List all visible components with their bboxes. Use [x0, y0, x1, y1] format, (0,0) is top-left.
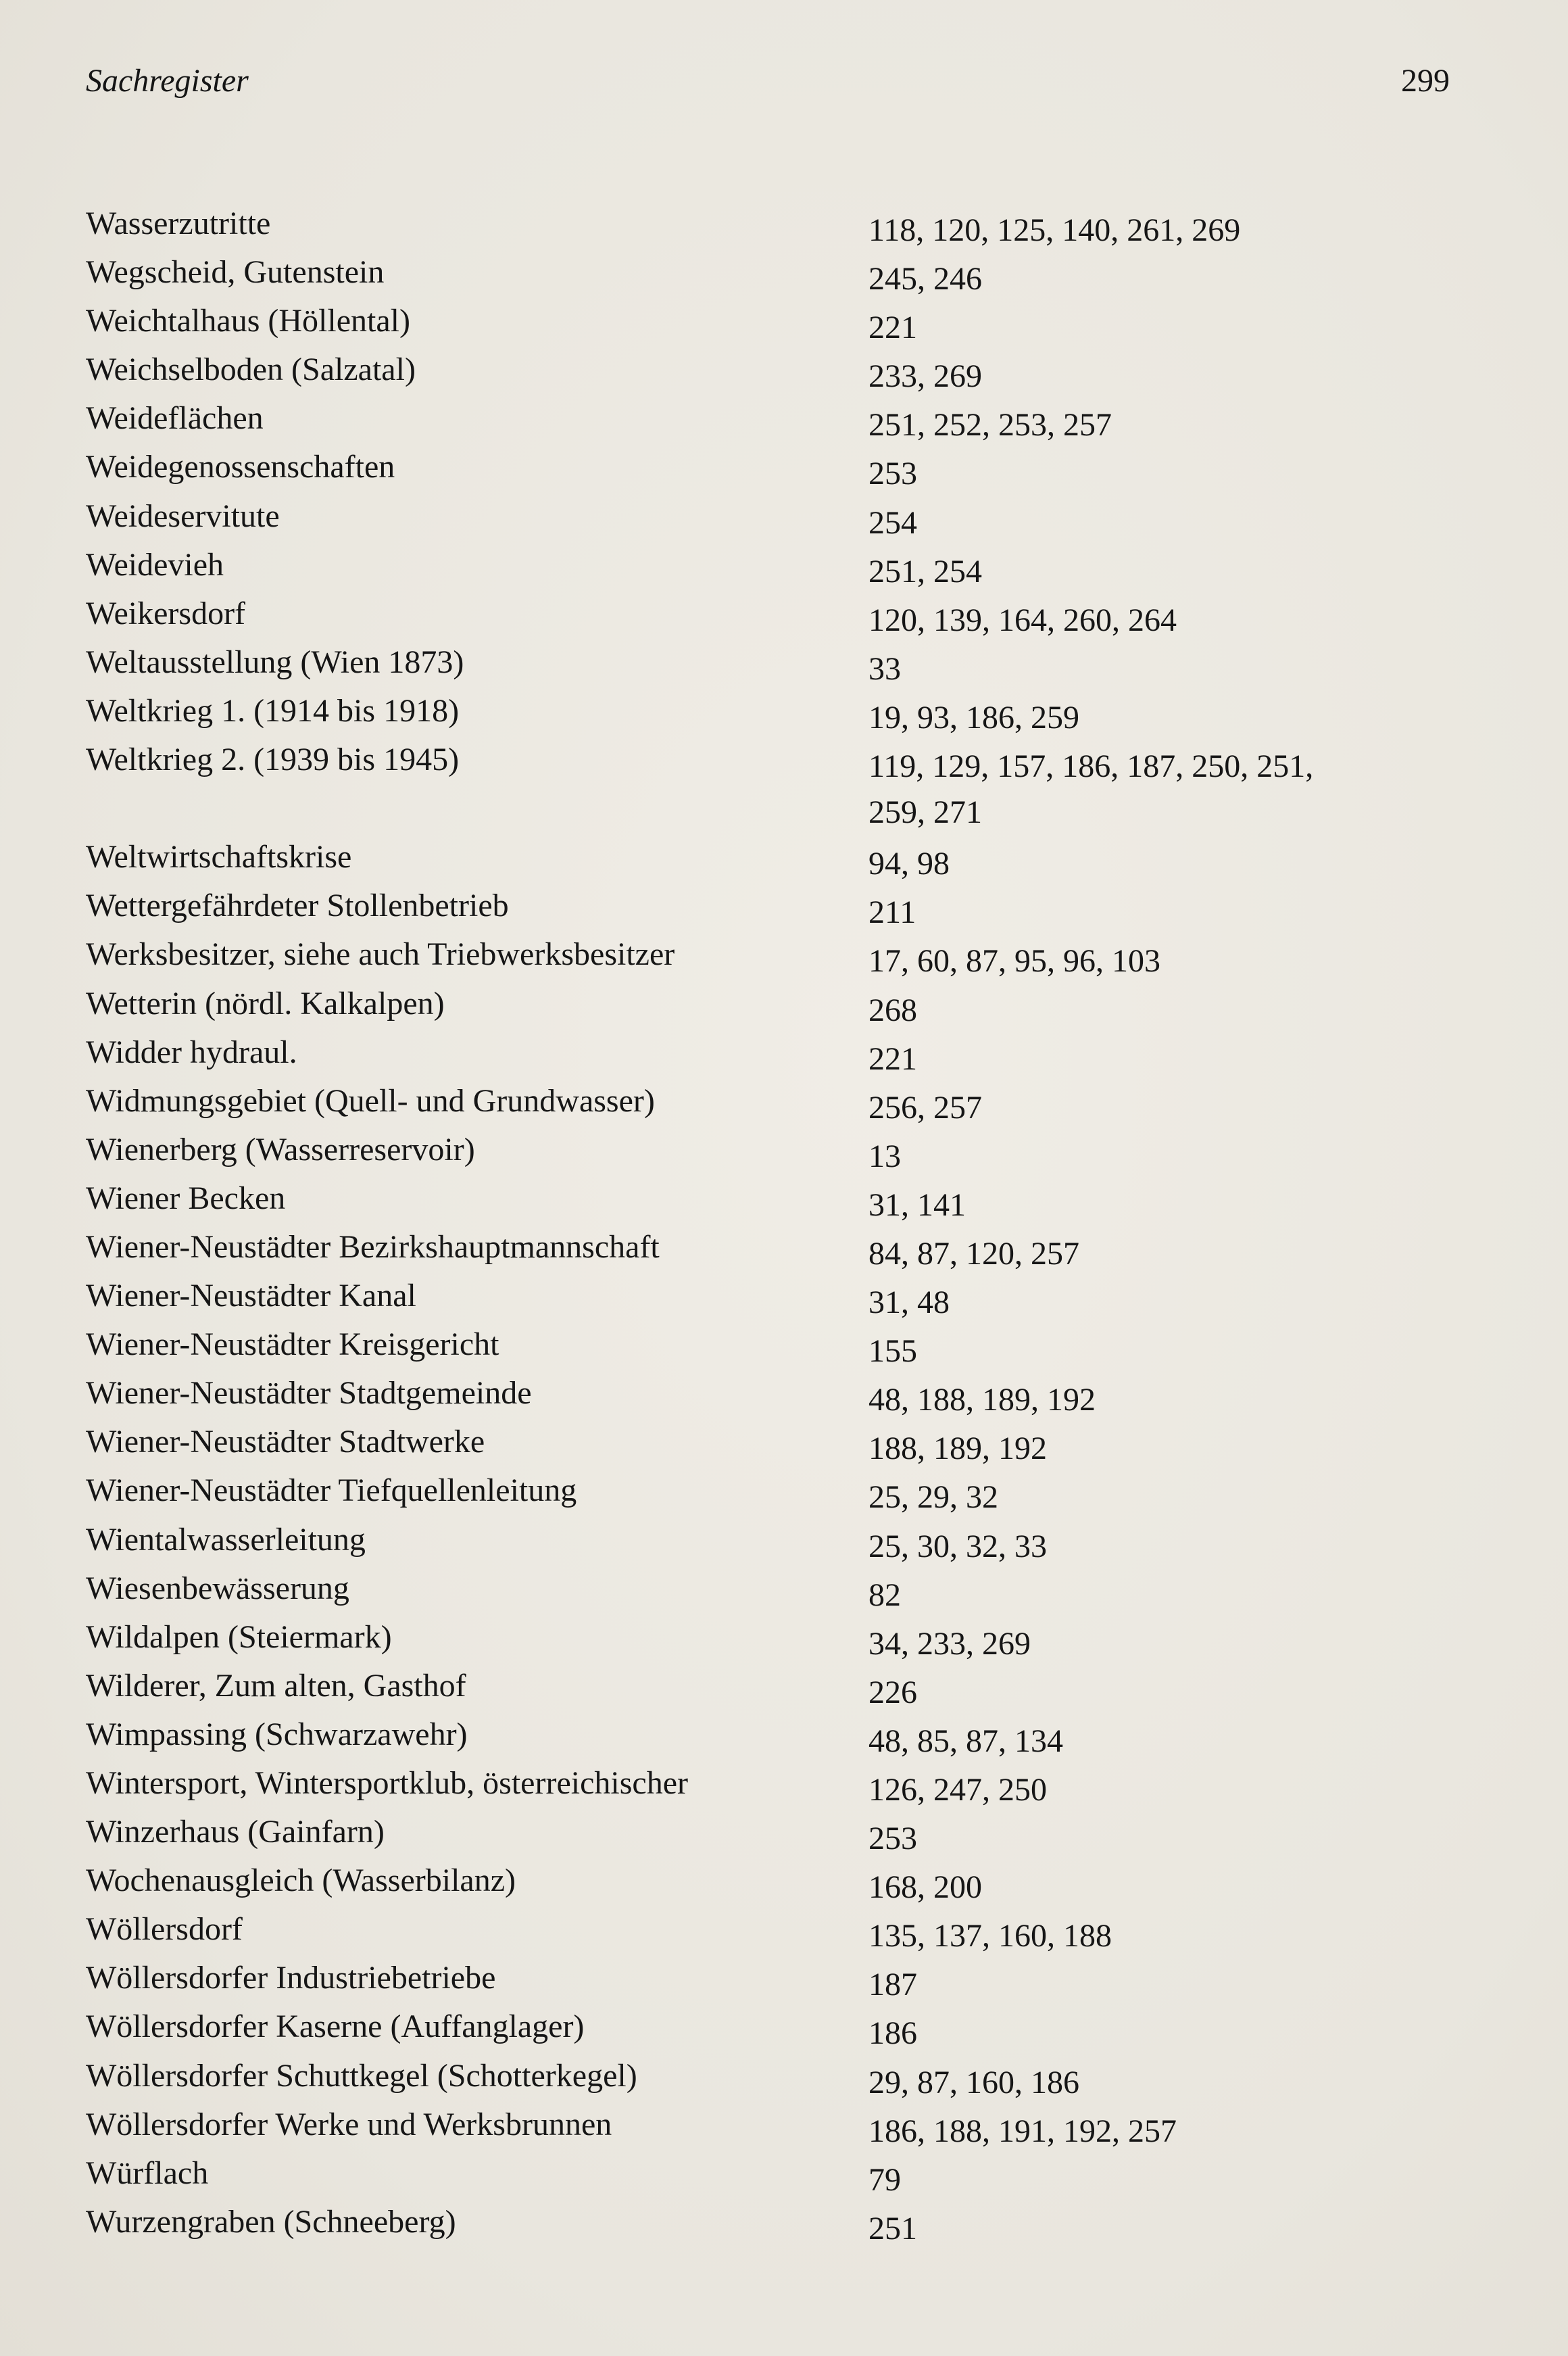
- index-page-refs: 17, 60, 87, 95, 96, 103: [868, 943, 1160, 980]
- index-entry: [86, 345, 1471, 394]
- index-entry: [86, 1369, 1471, 1418]
- index-term: Wettergefährdeter Stollenbetrieb: [86, 888, 509, 924]
- index-page-refs: 25, 29, 32: [868, 1479, 998, 1516]
- index-page-refs: 186: [868, 2015, 917, 2052]
- index-page-refs: 226: [868, 1674, 917, 1710]
- index-page-refs: 245, 246: [868, 261, 982, 297]
- index-entry: [86, 2052, 1471, 2100]
- index-entry: [86, 394, 1471, 443]
- index-page-refs: 31, 48: [868, 1284, 950, 1321]
- index-page-refs: 34, 233, 269: [868, 1625, 1031, 1662]
- index-term: Wiener Becken: [86, 1180, 286, 1216]
- index-entry: [86, 687, 1471, 736]
- index-term: Wiener-Neustädter Stadtgemeinde: [86, 1375, 532, 1412]
- index-entry: [86, 541, 1471, 590]
- index-entry: [86, 2002, 1471, 2051]
- index-term: Weichselboden (Salzatal): [86, 352, 416, 388]
- index-entry: [86, 833, 1471, 882]
- index-page-refs: 187: [868, 1967, 917, 2003]
- index-term: Weideservitute: [86, 498, 280, 534]
- index-term: Wildalpen (Steiermark): [86, 1618, 392, 1655]
- index-term: Wöllersdorfer Industriebetriebe: [86, 1960, 496, 1996]
- index-page-refs: 29, 87, 160, 186: [868, 2064, 1079, 2100]
- index-entry: [86, 1564, 1471, 1613]
- index-page-refs: 48, 188, 189, 192: [868, 1382, 1096, 1418]
- index-term: Wiesenbewässerung: [86, 1570, 349, 1606]
- index-entry: [86, 1808, 1471, 1856]
- index-page-refs: 251: [868, 2210, 917, 2246]
- index-entry: [86, 1710, 1471, 1759]
- index-entry: [86, 1320, 1471, 1369]
- index-page-refs: 268: [868, 992, 917, 1028]
- index-term: Weltwirtschaftskrise: [86, 839, 352, 875]
- index-entry: [86, 1759, 1471, 1808]
- index-term: Weichtalhaus (Höllental): [86, 303, 410, 339]
- index-page-refs: 251, 252, 253, 257: [868, 407, 1112, 443]
- index-page-refs: 186, 188, 191, 192, 257: [868, 2113, 1177, 2149]
- index-term: Wiener-Neustädter Bezirkshauptmannschaft: [86, 1228, 660, 1265]
- index-term: Widder hydraul.: [86, 1034, 297, 1070]
- index-term: Weltkrieg 2. (1939 bis 1945): [86, 742, 460, 778]
- index-entry: [86, 1905, 1471, 1954]
- index-page-refs: 19, 93, 186, 259: [868, 699, 1079, 736]
- index-entry: [86, 1077, 1471, 1126]
- index-term: Wegscheid, Gutenstein: [86, 254, 385, 291]
- index-entry: [86, 1662, 1471, 1710]
- index-term: Wasserzutritte: [86, 206, 271, 241]
- index-term: Winzerhaus (Gainfarn): [86, 1814, 385, 1850]
- index-entry: [86, 1272, 1471, 1320]
- index-entry: [86, 1856, 1471, 1905]
- index-entry: [86, 2149, 1471, 2198]
- index-term: Widmungsgebiet (Quell- und Grundwasser): [86, 1082, 655, 1119]
- index-term: Weidegenossenschaften: [86, 449, 395, 485]
- index-entry: [86, 1418, 1471, 1466]
- index-entry: [86, 199, 1471, 248]
- index-page-refs: 48, 85, 87, 134: [868, 1723, 1063, 1759]
- index-page-refs: 84, 87, 120, 257: [868, 1235, 1079, 1272]
- index-page-refs: 126, 247, 250: [868, 1772, 1047, 1808]
- index-entry: [86, 980, 1471, 1028]
- index-page-refs: 82: [868, 1577, 901, 1613]
- index-entry: [86, 248, 1471, 297]
- index-entry: [86, 1028, 1471, 1077]
- index-term: Wientalwasserleitung: [86, 1521, 366, 1558]
- index-entry: [86, 638, 1471, 687]
- index-term: Wöllersdorfer Werke und Werksbrunnen: [86, 2106, 612, 2142]
- index-page-refs: 211: [868, 894, 916, 931]
- index-page-refs: 135, 137, 160, 188: [868, 1918, 1112, 1954]
- index-page-refs: 33: [868, 650, 901, 687]
- index-term: Wiener-Neustädter Stadtwerke: [86, 1424, 485, 1460]
- index-term: Wöllersdorfer Schuttkegel (Schotterkegel): [86, 2057, 637, 2094]
- index-entry: [86, 2100, 1471, 2149]
- index-entry: [86, 1223, 1471, 1272]
- index-term: Werksbesitzer, siehe auch Triebwerksbesitzer: [86, 936, 675, 973]
- index-entry: [86, 443, 1471, 491]
- index-term: Wintersport, Wintersportklub, österreichischer: [86, 1765, 688, 1801]
- index-entry: [86, 492, 1471, 541]
- index-term: Weideflächen: [86, 400, 264, 437]
- index-term: Wienerberg (Wasserreservoir): [86, 1131, 475, 1168]
- index-entry: [86, 930, 1471, 979]
- index-page-refs: 31, 141: [868, 1186, 966, 1223]
- index-entry: [86, 1613, 1471, 1662]
- index-page-refs: 118, 120, 125, 140, 261, 269: [868, 212, 1241, 248]
- index-entry: [86, 590, 1471, 638]
- index-term: Weltausstellung (Wien 1873): [86, 644, 464, 680]
- index-page-refs-continued: 259, 271: [868, 794, 982, 831]
- index-term: Weidevieh: [86, 546, 224, 583]
- index-term: Weltkrieg 1. (1914 bis 1918): [86, 692, 460, 729]
- index-term: Wochenausgleich (Wasserbilanz): [86, 1862, 516, 1899]
- index-entry: [86, 882, 1471, 930]
- index-entry: [86, 1516, 1471, 1564]
- index-term: Wilderer, Zum alten, Gasthof: [86, 1667, 466, 1704]
- index-term: Wetterin (nördl. Kalkalpen): [86, 985, 445, 1021]
- index-page-refs: 221: [868, 310, 917, 346]
- index-page-refs: 25, 30, 32, 33: [868, 1528, 1047, 1564]
- index-page-refs: 13: [868, 1138, 901, 1174]
- index-page-refs: 251, 254: [868, 553, 982, 590]
- running-head-title: Sachregister: [86, 63, 249, 99]
- index-page-refs: 221: [868, 1040, 917, 1077]
- index-entry: [86, 736, 1471, 784]
- index-page-refs: 188, 189, 192: [868, 1431, 1047, 1467]
- index-page-refs: 120, 139, 164, 260, 264: [868, 602, 1177, 638]
- index-page-refs: 253: [868, 1821, 917, 1857]
- index-page-refs: 119, 129, 157, 186, 187, 250, 251,: [868, 748, 1314, 785]
- index-term: Weikersdorf: [86, 595, 246, 631]
- index-entry: [86, 1466, 1471, 1515]
- index-term: Wimpassing (Schwarzawehr): [86, 1716, 468, 1752]
- page-number: 299: [1401, 63, 1450, 99]
- index-entry-continuation: [86, 784, 1471, 833]
- index-page-refs: 155: [868, 1333, 917, 1370]
- index-entry: [86, 1174, 1471, 1223]
- index-page-refs: 233, 269: [868, 358, 982, 395]
- index-page-refs: 79: [868, 2161, 901, 2198]
- index-term: Wiener-Neustädter Kanal: [86, 1278, 416, 1314]
- index-term: Wurzengraben (Schneeberg): [86, 2203, 456, 2240]
- index-term: Wiener-Neustädter Kreisgericht: [86, 1326, 499, 1363]
- index-entry: [86, 297, 1471, 345]
- index-entry: [86, 1954, 1471, 2002]
- index-page-refs: 256, 257: [868, 1089, 982, 1126]
- index-term: Wöllersdorf: [86, 1911, 243, 1948]
- index-term: Wiener-Neustädter Tiefquellenleitung: [86, 1472, 577, 1509]
- index-term: Würflach: [86, 2155, 209, 2191]
- index-entry: [86, 2198, 1471, 2246]
- index-term: Wöllersdorfer Kaserne (Auffanglager): [86, 2009, 585, 2045]
- index-page-refs: 168, 200: [868, 1869, 982, 1906]
- index-entry: [86, 1126, 1471, 1174]
- index-page-refs: 94, 98: [868, 846, 950, 882]
- index-page-refs: 254: [868, 504, 917, 541]
- index-page-refs: 253: [868, 456, 917, 492]
- index-entry-list: [86, 199, 1471, 2246]
